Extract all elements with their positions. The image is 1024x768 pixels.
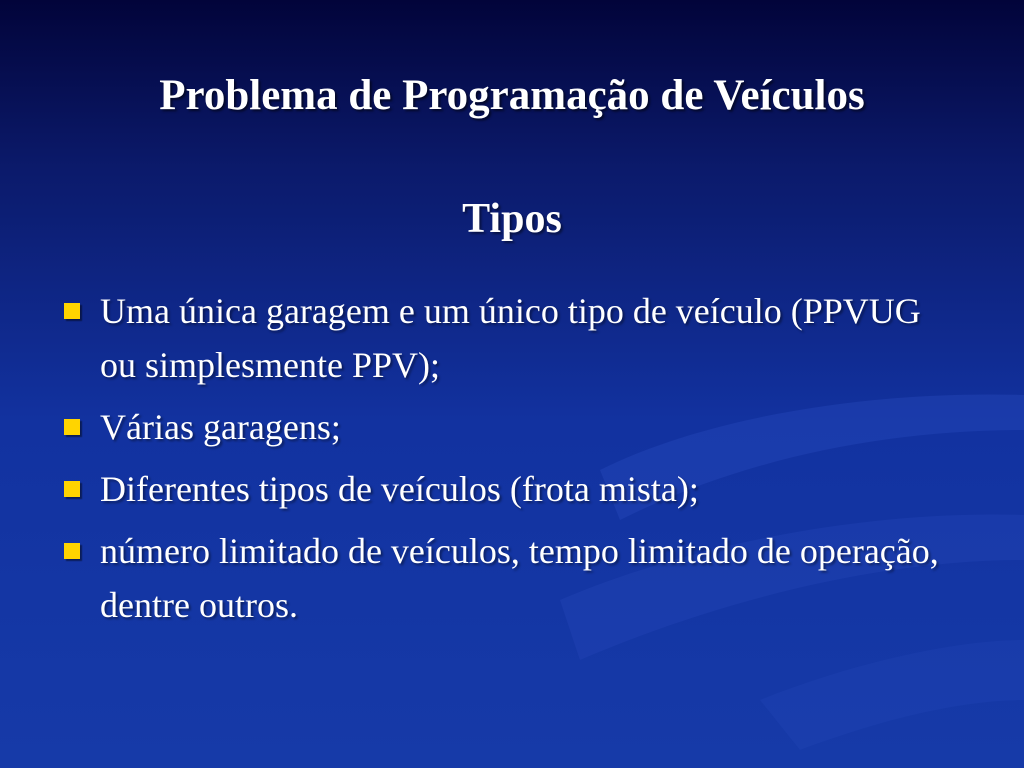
slide-subtitle: Tipos (462, 196, 562, 242)
square-bullet-icon (64, 303, 80, 319)
bullet-text: Uma única garagem e um único tipo de veículo (PPVUG ou simplesmente PPV); (100, 291, 921, 385)
bullet-item (62, 462, 962, 516)
bullet-item (62, 524, 962, 632)
bullet-text: Várias garagens; (100, 407, 341, 447)
slide-title: Problema de Programação de Veículos (159, 72, 865, 119)
bullet-text: número limitado de veículos, tempo limitado de operação, dentre outros. (100, 531, 939, 625)
bullet-text: Diferentes tipos de veículos (frota mista); (100, 469, 699, 509)
square-bullet-icon (64, 543, 80, 559)
bullet-item (62, 400, 962, 454)
bullet-list (62, 284, 962, 640)
square-bullet-icon (64, 481, 80, 497)
bullet-item (62, 284, 962, 392)
square-bullet-icon (64, 419, 80, 435)
